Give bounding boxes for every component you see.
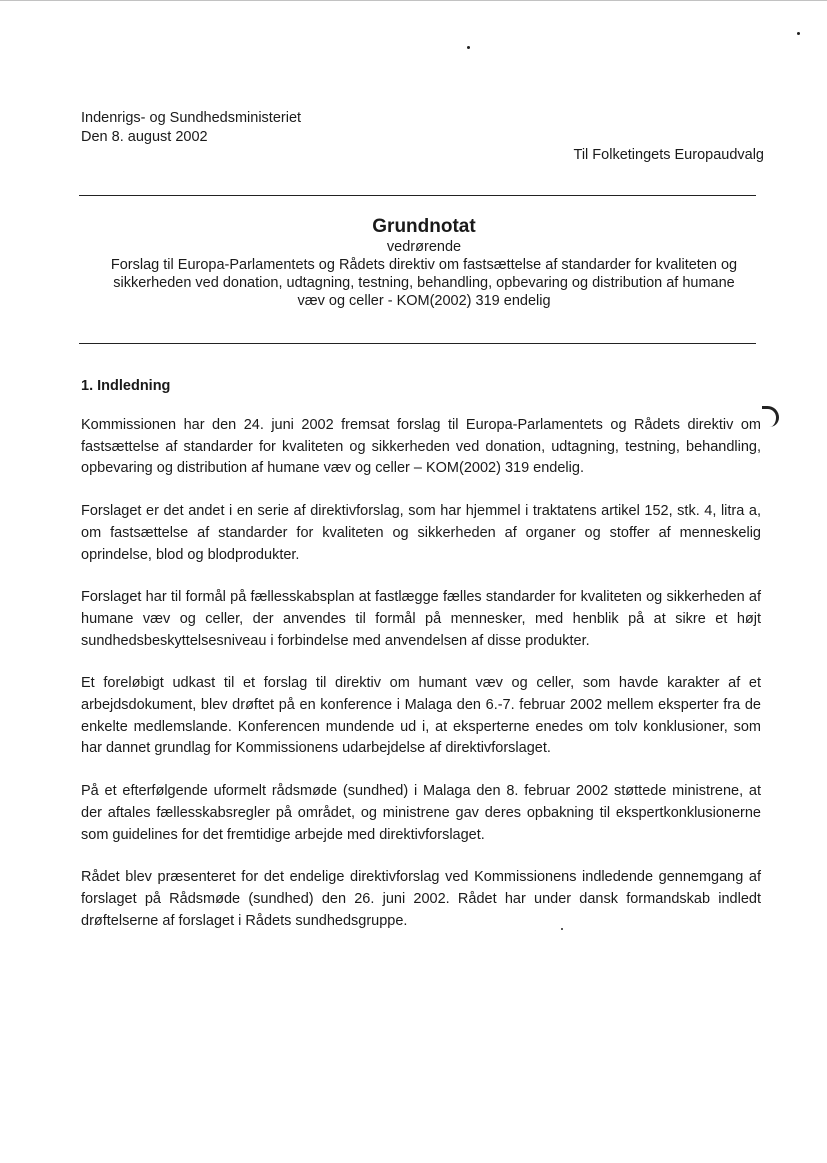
subject-line-3: væv og celler - KOM(2002) 319 endelig: [297, 293, 551, 309]
document-date: Den 8. august 2002: [81, 129, 208, 145]
title-block: [79, 216, 769, 310]
paragraph: Kommissionen har den 24. juni 2002 fremsat forslag til Europa-Parlamentets og Rådets direktiv om fastsættelse af standarder for kvaliteten og sikkerheden ved donation, udtagning, testning, behandling, opbevaring og distribution af humane væv og celler – KOM(2002) 319 endelig.: [81, 417, 761, 477]
ministry-name: Indenrigs- og Sundhedsministeriet: [81, 110, 302, 126]
paragraph: På et efterfølgende uformelt rådsmøde (sundhed) i Malaga den 8. februar 2002 støttede ministrene, at der aftales fællesskabsregler på området, og ministrene gav deres opbakning til ekspertkonklusionerne som guidelines for det fremtidige arbejde med direktivforslaget.: [81, 783, 761, 843]
paragraph: Forslaget er det andet i en serie af direktivforslag, som har hjemmel i traktatens artikel 152, stk. 4, litra a, om fastsættelse af standarder for kvaliteten og sikkerheden af organer og stoffer af menneskelig oprindelse, blod og blodprodukter.: [81, 503, 761, 563]
paragraph: Forslaget har til formål på fællesskabsplan at fastlægge fælles standarder for kvaliteten og sikkerheden af humane væv og celler, der anvendes til formål på mennesker, med henblik på at sikre et højt sundhedsbeskyttelsesniveau i forbindelse med anvendelsen af disse produkter.: [81, 589, 761, 649]
subject-line-1: Forslag til Europa-Parlamentets og Rådets direktiv om fastsættelse af standarder for kvaliteten og: [110, 257, 738, 273]
scan-speck: [467, 46, 470, 49]
bottom-divider: [79, 343, 756, 344]
section-introduction: [81, 376, 761, 953]
document-title: Grundnotat: [372, 216, 476, 237]
sender-block: [81, 109, 301, 147]
recipient-line: Til Folketingets Europaudvalg: [573, 147, 764, 163]
scan-speck: [797, 32, 800, 35]
scan-edge: [0, 0, 827, 5]
paragraph: Et foreløbigt udkast til et forslag til direktiv om humant væv og celler, som havde karakter af et arbejdsdokument, blev drøftet på en konference i Malaga den 6.-7. februar 2002 mellem eksperter fra de enkelte medlemslande. Konferencen mundende ud i, at eksperterne enedes om tolv konklusioner, som har dannet grundlag for Kommissionens udarbejdelse af direktivforslaget.: [81, 675, 761, 757]
subject-line-2: sikkerheden ved donation, udtagning, testning, behandling, opbevaring og distribution af humane: [113, 275, 735, 291]
top-divider: [79, 195, 756, 196]
punch-mark: [762, 406, 779, 427]
paragraph: Rådet blev præsenteret for det endelige direktivforslag ved Kommissionens indledende gennemgang af forslaget på Rådsmøde (sundhed) den 26. juni 2002. Rådet har under dansk formandskab indledt drøftelserne af forslaget i Rådets sundhedsgruppe.: [81, 869, 761, 929]
section-heading: 1. Indledning: [81, 378, 171, 394]
document-subtitle: vedrørende: [386, 239, 462, 255]
